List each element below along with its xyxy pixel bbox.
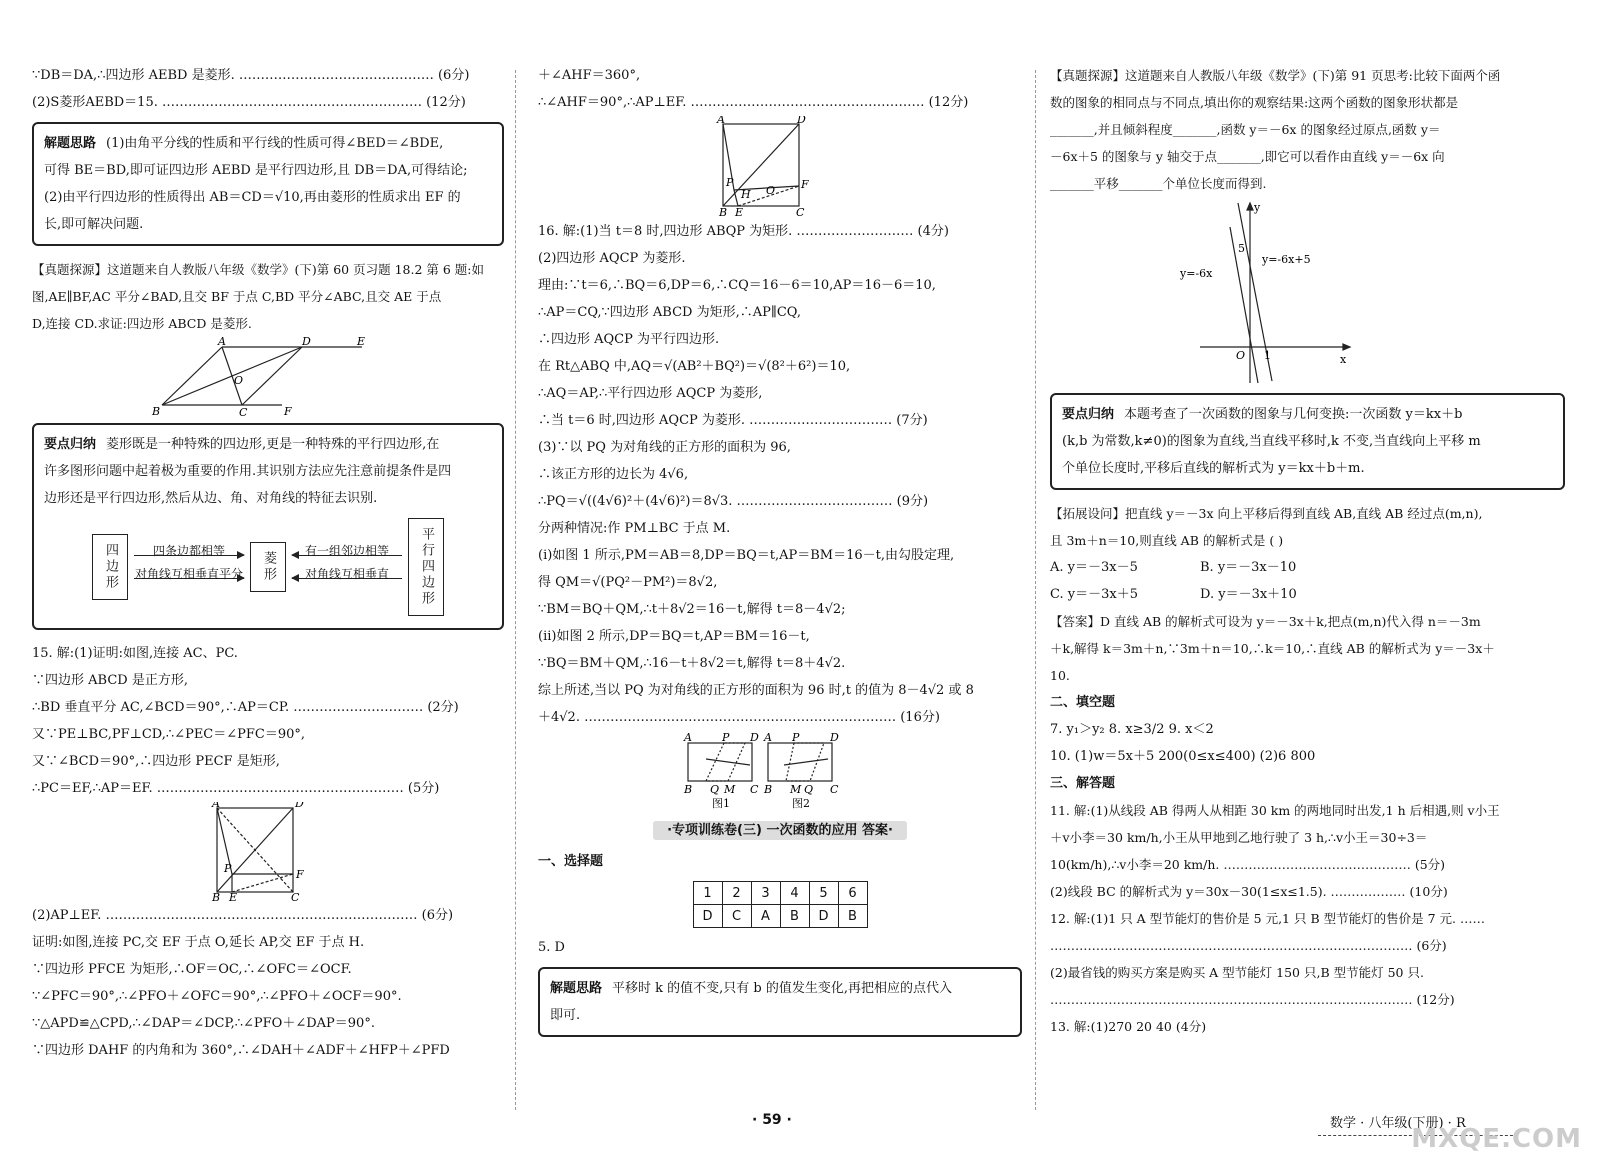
label-P: P [726, 176, 734, 189]
label-A: A [717, 116, 725, 126]
table-cell: B [838, 905, 867, 928]
text-line: …………………………………………………………………………… (6分) [1050, 938, 1447, 953]
text-line: ∴四边形 AQCP 为平行四边形. [538, 332, 720, 347]
label-C: C [796, 206, 805, 218]
solution-tip-box [538, 967, 1022, 1037]
text-line: ＋∠AHF＝360°, [538, 68, 641, 83]
label-A: A [218, 337, 226, 348]
source-line: －6x＋5 的图象与 y 轴交于点_______,即它可以看作由直线 y＝－6x 向 [1050, 149, 1445, 164]
choice-heading: 一、选择题 [538, 854, 604, 869]
flow-arrow [292, 567, 402, 581]
box-text: (2)由平行四边形的性质得出 AB＝CD＝√10,再由菱形的性质求出 EF 的 [44, 190, 461, 205]
text-line: 又∵∠BCD＝90°,∴四边形 PECF 是矩形, [32, 754, 280, 769]
label-P: P [224, 862, 232, 875]
box-title: 要点归纳 [1062, 407, 1115, 422]
table-cell: 6 [838, 882, 867, 905]
label-C: C [291, 891, 300, 902]
column-right [1050, 62, 1565, 1092]
text-line: (2)AP⊥EF. ……………………………………………………………… (6分) [32, 908, 454, 923]
option-a: A. y＝－3x－5 [1050, 560, 1138, 575]
caption-fig2: 图2 [792, 797, 810, 809]
text-line: ∴PC＝EF,∴AP＝EF. ………………………………………………… (5分) [32, 781, 440, 796]
text-line: 10(km/h),∴v小李＝20 km/h. ……………………………………… (5分) [1050, 857, 1446, 872]
options-row [1050, 554, 1565, 581]
text-line: 理由:∵t＝6,∴BQ＝6,DP＝6,∴CQ＝16－6＝10,AP＝16－6＝10, [538, 278, 936, 293]
footer-subject: 数学 · 八年级(下册) · R [1330, 1116, 1466, 1131]
origin-label: O [1236, 349, 1246, 362]
flow-label: 四条边都相等 [152, 544, 225, 558]
flow-arrow [134, 544, 244, 558]
label-E: E [229, 891, 238, 902]
text-line: 13. 解:(1)270 20 40 (4分) [1050, 1019, 1207, 1034]
square-figure [32, 802, 504, 902]
text-line: ∴AQ＝AP,∴平行四边形 AQCP 为菱形, [538, 386, 763, 401]
flow-label: 对角线互相垂直平分 [134, 567, 243, 581]
label-A: A [212, 802, 220, 810]
text-line: (2)S菱形AEBD＝15. …………………………………………………… (12分) [32, 95, 466, 110]
text-line: 11. 解:(1)从线段 AB 得两人从相距 30 km 的两地同时出发,1 h 后相遇,则 v小王 [1050, 803, 1500, 818]
text-line: ∵BQ＝BM＋QM,∴16－t＋8√2＝t,解得 t＝8＋4√2. [538, 656, 846, 671]
text-line: ∵∠PFC＝90°,∴∠PFO＋∠OFC＝90°,∴∠PFO＋∠OCF＝90°. [32, 989, 402, 1004]
text-line: 10. [1050, 668, 1070, 683]
box-text: 平移时 k 的值不变,只有 b 的值发生变化,再把相应的点代入 [612, 981, 953, 996]
text-line: (i)如图 1 所示,PM＝AB＝8,DP＝BQ＝t,AP＝BM＝16－t,由勾股定理, [538, 548, 955, 563]
options-row [1050, 581, 1565, 608]
label-A: A [684, 731, 692, 744]
box-text: 本题考查了一次函数的图象与几何变换:一次函数 y＝kx＋b [1124, 407, 1463, 422]
label-D: D [302, 337, 311, 348]
box-text: 个单位长度时,平移后直线的解析式为 y＝kx＋b＋m. [1062, 461, 1365, 476]
table-cell: D [693, 905, 722, 928]
text-line: 且 3m＋n＝10,则直线 AB 的解析式是 ( ) [1050, 533, 1284, 548]
flow-quadrilateral: 四边形 [92, 534, 128, 600]
label-F: F [284, 405, 292, 417]
label-C: C [830, 783, 839, 796]
label-D: D [295, 802, 304, 810]
text-line: ∴∠AHF＝90°,∴AP⊥EF. ……………………………………………… (12分) [538, 95, 969, 110]
box-text: 可得 BE＝BD,即可证四边形 AEBD 是平行四边形,且 DB＝DA,可得结论; [44, 163, 468, 178]
label-A: A [764, 731, 772, 744]
label-B: B [719, 206, 728, 218]
box-text: 长,即可解决问题. [44, 217, 144, 232]
label-D: D [797, 116, 806, 126]
key-points-box [1050, 393, 1565, 490]
label-M: M [790, 783, 802, 796]
box-text: 菱形既是一种特殊的四边形,更是一种特殊的平行四边形,在 [106, 437, 440, 452]
label-C: C [750, 783, 759, 796]
box-text: (k,b 为常数,k≠0)的图象为直线,当直线平移时,k 不变,当直线向上平移 m [1062, 434, 1481, 449]
label-D: D [750, 731, 759, 744]
rhombus-figure [32, 337, 504, 417]
option-d: D. y＝－3x＋10 [1200, 587, 1297, 602]
text-line: ∵四边形 ABCD 是正方形, [32, 673, 188, 688]
solve-heading: 三、解答题 [1050, 776, 1116, 791]
column-middle [538, 62, 1022, 1092]
text-line: ∵△APD≌△CPD,∴∠DAP＝∠DCP,∴∠PFO＋∠DAP＝90°. [32, 1016, 375, 1031]
source-line: 图,AE∥BF,AC 平分∠BAD,且交 BF 于点 C,BD 平分∠ABC,且交 AE 于点 [32, 289, 442, 304]
line-label-y-6x: y=-6x [1180, 267, 1213, 280]
text-line: 得 QM＝√(PQ²－PM²)＝8√2, [538, 575, 718, 590]
source-line: 【真题探源】这道题来自人教版八年级《数学》(下)第 60 页习题 18.2 第 6 题:如 [32, 262, 484, 277]
text-line: (3)∵以 PQ 为对角线的正方形的面积为 96, [538, 440, 791, 455]
flow-rhombus: 菱形 [250, 542, 286, 592]
flow-label: 对角线互相垂直 [304, 567, 389, 581]
text-line: 在 Rt△ABQ 中,AQ＝√(AB²＋BQ²)＝√(8²＋6²)＝10, [538, 359, 851, 374]
column-divider-2 [1035, 70, 1036, 1110]
line-label-y-6x-5: y=-6x+5 [1262, 253, 1311, 266]
x-axis-label: x [1340, 353, 1347, 366]
text-line: ＋k,解得 k＝3m＋n,∵3m＋n＝10,∴k＝10,∴直线 AB 的解析式为 y＝－3x＋ [1050, 641, 1495, 656]
text-line: 12. 解:(1)1 只 A 型节能灯的售价是 5 元,1 只 B 型节能灯的售价是 7 元. …… [1050, 911, 1485, 926]
label-O: O [766, 184, 776, 197]
box-title: 要点归纳 [44, 437, 97, 452]
table-cell: C [722, 905, 751, 928]
text-line: (ii)如图 2 所示,DP＝BQ＝t,AP＝BM＝16－t, [538, 629, 810, 644]
caption-fig1: 图1 [712, 797, 730, 809]
text-line: ∴PQ＝√((4√6)²＋(4√6)²)＝8√3. ……………………………… (9分) [538, 494, 929, 509]
text-line: (2)线段 BC 的解析式为 y＝30x－30(1≤x≤1.5). ……………… (10分) [1050, 884, 1448, 899]
label-C: C [239, 406, 248, 417]
table-cell: 4 [780, 882, 809, 905]
text-line: ∴当 t＝6 时,四边形 AQCP 为菱形. …………………………… (7分) [538, 413, 928, 428]
text-line: ∵四边形 DAHF 的内角和为 360°,∴∠DAH＋∠ADF＋∠HFP＋∠PFD [32, 1043, 450, 1058]
box-title: 解题思路 [44, 136, 97, 151]
text-line: 综上所述,当以 PQ 为对角线的正方形的面积为 96 时,t 的值为 8－4√2 或 8 [538, 683, 974, 698]
option-b: B. y＝－3x－10 [1200, 560, 1297, 575]
source-line: 【真题探源】这道题来自人教版八年级《数学》(下)第 91 页思考:比较下面两个函 [1050, 68, 1501, 83]
box-text: 许多图形问题中起着极为重要的作用.其识别方法应先注意前提条件是四 [44, 464, 452, 479]
text-line: (2)最省钱的购买方案是购买 A 型节能灯 150 只,B 型节能灯 50 只. [1050, 965, 1424, 980]
label-E: E [735, 206, 744, 218]
table-cell: 2 [722, 882, 751, 905]
source-line: 数的图象的相同点与不同点,填出你的观察结果:这两个函数的图象形状都是 [1050, 95, 1459, 110]
table-cell: B [780, 905, 809, 928]
table-cell: A [751, 905, 780, 928]
column-left [32, 62, 504, 1092]
label-M: M [724, 783, 736, 796]
flow-arrow [134, 567, 244, 581]
text-line: ∴该正方形的边长为 4√6, [538, 467, 689, 482]
solution-tip-box [32, 122, 504, 246]
answer-table [693, 881, 868, 928]
table-cell: 1 [693, 882, 722, 905]
label-F: F [801, 178, 809, 191]
label-P: P [792, 731, 800, 744]
text-line: ∵四边形 PFCE 为矩形,∴OF＝OC,∴∠OFC＝∠OCF. [32, 962, 352, 977]
label-B: B [152, 405, 161, 417]
box-text: 边形还是平行四边形,然后从边、角、对角线的特征去识别. [44, 491, 378, 506]
option-c: C. y＝－3x＋5 [1050, 587, 1138, 602]
label-Q: Q [804, 783, 814, 796]
text-line: ∵BM＝BQ＋QM,∴t＋8√2＝16－t,解得 t＝8－4√2; [538, 602, 846, 617]
box-title: 解题思路 [550, 981, 603, 996]
text-line: 证明:如图,连接 PC,交 EF 于点 O,延长 AP,交 EF 于点 H. [32, 935, 365, 950]
text-line: 5. D [538, 940, 565, 955]
label-B: B [212, 891, 221, 902]
label-P: P [722, 731, 730, 744]
text-line: 【拓展设问】把直线 y＝－3x 向上平移后得到直线 AB,直线 AB 经过点(m,n), [1050, 506, 1483, 521]
section-title [538, 819, 1022, 838]
label-B: B [764, 783, 773, 796]
key-points-box [32, 423, 504, 630]
flow-arrow [292, 544, 402, 558]
rhombus-flowchart [44, 512, 492, 622]
text-line: (2)四边形 AQCP 为菱形. [538, 251, 686, 266]
label-F: F [296, 868, 304, 881]
watermark: MXQE.COM [1411, 1124, 1582, 1154]
source-line: _______,并且倾斜程度_______,函数 y＝－6x 的图象经过原点,函数 y＝ [1050, 122, 1441, 137]
text-line: 16. 解:(1)当 t＝8 时,四边形 ABQP 为矩形. ……………………… (4分) [538, 224, 949, 239]
rectangle-figures [538, 731, 1022, 809]
box-text: (1)由角平分线的性质和平行线的性质可得∠BED＝∠BDE, [106, 136, 444, 151]
text-line: ∴AP＝CQ,∵四边形 ABCD 为矩形,∴AP∥CQ, [538, 305, 801, 320]
page-number: · 59 · [752, 1112, 792, 1128]
label-H: H [741, 188, 751, 201]
label-Q: Q [710, 783, 720, 796]
box-text: 即可. [550, 1008, 581, 1023]
text-line: ∵DB＝DA,∴四边形 AEBD 是菱形. ……………………………………… (6分) [32, 68, 470, 83]
table-cell: 3 [751, 882, 780, 905]
text-line: 分两种情况:作 PM⊥BC 于点 M. [538, 521, 731, 536]
section-title-text: ·专项训练卷(三) 一次函数的应用 答案· [653, 821, 907, 840]
function-graph [1050, 197, 1565, 387]
label-E: E [357, 337, 366, 348]
text-line: 15. 解:(1)证明:如图,连接 AC、PC. [32, 646, 238, 661]
source-line: _______平移_______个单位长度而得到. [1050, 176, 1267, 191]
text-line: ＋v小李＝30 km/h,小王从甲地到乙地行驶了 3 h,∴v小王＝30÷3＝ [1050, 830, 1428, 845]
square-ah-figure [538, 116, 1022, 218]
text-line: 又∵PE⊥BC,PF⊥CD,∴∠PEC＝∠PFC＝90°, [32, 727, 306, 742]
text-line: ∴BD 垂直平分 AC,∠BCD＝90°,∴AP＝CP. ………………………… (2分) [32, 700, 459, 715]
text-line: 【答案】D 直线 AB 的解析式可设为 y＝－3x＋k,把点(m,n)代入得 n＝－3m [1050, 614, 1481, 629]
y-axis-label: y [1254, 201, 1261, 214]
tick-5: 5 [1238, 242, 1245, 255]
text-line: 10. (1)w＝5x＋5 200(0≤x≤400) (2)6 800 [1050, 749, 1316, 764]
tick-1: 1 [1264, 349, 1271, 362]
source-line: D,连接 CD.求证:四边形 ABCD 是菱形. [32, 316, 252, 331]
flow-label: 有一组邻边相等 [304, 544, 389, 558]
table-cell: 5 [809, 882, 838, 905]
fill-heading: 二、填空题 [1050, 695, 1116, 710]
column-divider-1 [515, 70, 516, 1110]
text-line: 7. y₁＞y₂ 8. x≥3/2 9. x＜2 [1050, 722, 1214, 737]
text-line: …………………………………………………………………………… (12分) [1050, 992, 1455, 1007]
label-B: B [684, 783, 693, 796]
text-line: ＋4√2. ……………………………………………………………… (16分) [538, 710, 940, 725]
label-O: O [234, 374, 244, 387]
flow-parallelogram: 平行四边形 [408, 518, 444, 616]
table-cell: D [809, 905, 838, 928]
label-D: D [830, 731, 839, 744]
